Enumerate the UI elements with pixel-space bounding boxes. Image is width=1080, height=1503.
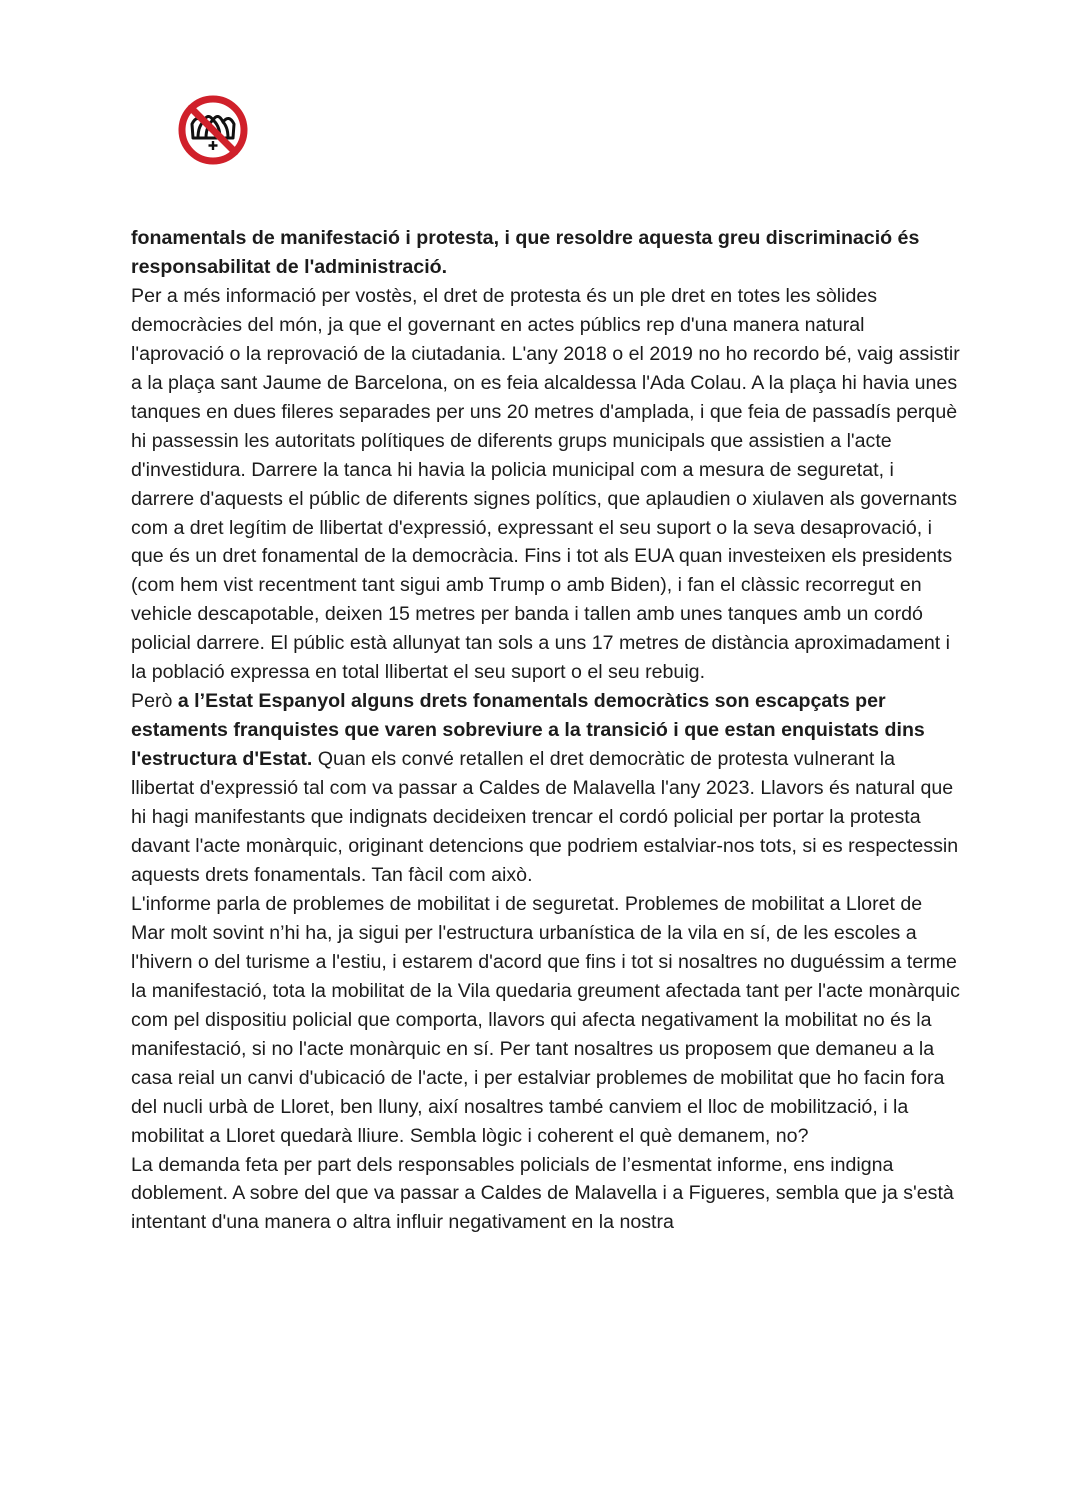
text-run: Quan els convé retallen el dret democràtic de protesta vulnerant la llibertat d'expressió tal com va passar a Caldes de Malavella l'any 2023. Llavors és natural que hi hagi manifestants que indignats decideixen trencar el cordó policial per portar la protesta davant l'acte monàrquic, originant detencions que podriem estalviar-nos tots, si es respectessin aquests drets fonamentals. Tan fàcil com això.	[131, 748, 959, 886]
paragraph-1	[131, 224, 961, 282]
bold-text: a l’Estat Espanyol alguns drets fonamentals democràtics son escapçats per estaments franquistes que varen sobreviure a la transició i que estan enquistats dins l'estructura d'Estat.	[131, 690, 925, 771]
text-run: L'informe parla de problemes de mobilitat i de seguretat. Problemes de mobilitat a Lloret de Mar molt sovint n’hi ha, ja sigui per l'estructura urbanística de la vila en sí, de les escoles a l'hivern o del turisme a l'estiu, i estarem d'acord que fins i tot si nosaltres no duguéssim a terme la manifestació, tota la mobilitat de la Vila quedaria greument afectada tant per l'acte monàrquic com pel dispositiu policial que comporta, llavors qui afecta negativament la mobilitat no és la manifestació, si no l'acte monàrquic en sí. Per tant nosaltres us proposem que demaneu a la casa reial un canvi d'ubicació de l'acte, i per estalviar problemes de mobilitat que ho facin fora del nucli urbà de Lloret, ben lluny, així nosaltres també canviem el lloc de mobilització, i la mobilitat a Lloret quedarà lliure. Sembla lògic i coherent el què demanem, no?	[131, 892, 960, 1147]
letter-body	[131, 224, 961, 1237]
text-run: Per a més informació per vostès, el dret de protesta és un ple dret en totes les sòlides democràcies del món, ja que el governant en actes públics rep d'una manera natural l'aprovació o la reprovació de la ciutadania. L'any 2018 o el 2019 no ho recordo bé, vaig assistir a la plaça sant Jaume de Barcelona, on es feia alcaldessa l'Ada Colau. A la plaça hi havia unes tanques en dues fileres separades per uns 20 metres d'amplada, i que feia de passadís perquè hi passessin les autoritats polítiques de diferents grups municipals que assistien a l'acte d'investidura. Darrere la tanca hi havia la policia municipal com a mesura de seguretat, i darrere d'aquests el públic de diferents signes polítics, que aplaudien o xiulaven als governants com a dret legítim de llibertat d'expressió, expressant el seu suport o la seva desaprovació, i que és un dret fonamental de la democràcia. Fins i tot als EUA quan investeixen els presidents (com hem vist recentment tant sigui amb Trump o amb Biden), i fan el clàssic recorregut en vehicle descapotable, deixen 15 metres per banda i tallen amb unes tanques amb un cordó policial darrere. El públic està allunyat tan sols a uns 17 metres de distància aproximadament i la població expressa en total llibertat el seu suport o el seu rebuig.	[131, 284, 960, 684]
bold-text: fonamentals de manifestació i protesta, i que resoldre aquesta greu discriminació és responsabilitat de l'administració.	[131, 227, 920, 278]
paragraph-4	[131, 890, 961, 1151]
crossed-out-crown-icon	[175, 94, 251, 166]
text-run: La demanda feta per part dels responsables policials de l’esmentat informe, ens indigna doblement. A sobre del que va passar a Caldes de Malavella i a Figueres, sembla que ja s'està intentant d'una manera o altra influir negativament en la nostra	[131, 1153, 954, 1234]
paragraph-5	[131, 1151, 961, 1238]
text-run: Però	[131, 690, 178, 713]
paragraph-2	[131, 282, 961, 687]
paragraph-3	[131, 687, 961, 890]
